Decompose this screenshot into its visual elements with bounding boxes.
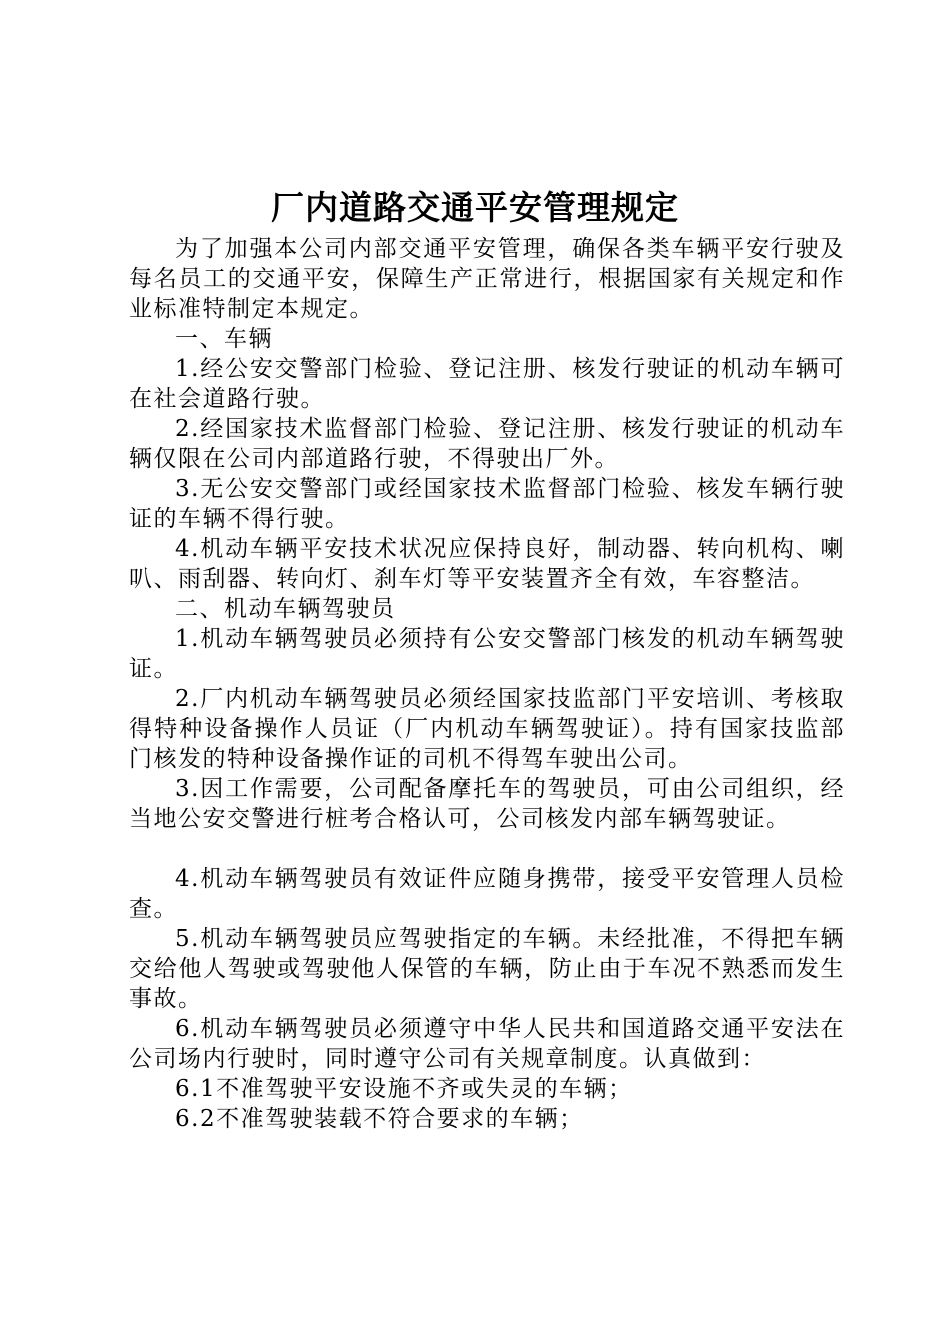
- vehicle-rule-1: 1.经公安交警部门检验、登记注册、核发行驶证的机动车辆可在社会道路行驶。: [129, 356, 845, 412]
- driver-rule-1: 1.机动车辆驾驶员必须持有公安交警部门核发的机动车辆驾驶证。: [129, 626, 845, 682]
- driver-rule-4: 4.机动车辆驾驶员有效证件应随身携带，接受平安管理人员检查。: [129, 866, 845, 922]
- driver-rule-3: 3.因工作需要，公司配备摩托车的驾驶员，可由公司组织，经当地公安交警进行桩考合格认可，公司核发内部车辆驾驶证。: [129, 776, 845, 832]
- intro-paragraph: 为了加强本公司内部交通平安管理，确保各类车辆平安行驶及每名员工的交通平安，保障生产正常进行，根据国家有关规定和作业标准特制定本规定。: [129, 236, 845, 322]
- document-title: 厂内道路交通平安管理规定: [271, 188, 679, 227]
- section-heading-drivers: 二、机动车辆驾驶员: [175, 596, 396, 622]
- vehicle-rule-2: 2.经国家技术监督部门检验、登记注册、核发行驶证的机动车辆仅限在公司内部道路行驶，不得驶出厂外。: [129, 416, 845, 472]
- section-heading-vehicles: 一、车辆: [175, 326, 273, 352]
- driver-rule-6-2: 6.2不准驾驶装载不符合要求的车辆；: [175, 1106, 584, 1132]
- driver-rule-6: 6.机动车辆驾驶员必须遵守中华人民共和国道路交通平安法在公司场内行驶时，同时遵守公司有关规章制度。认真做到：: [129, 1016, 845, 1072]
- driver-rule-6-1: 6.1不准驾驶平安设施不齐或失灵的车辆；: [175, 1076, 633, 1102]
- vehicle-rule-4: 4.机动车辆平安技术状况应保持良好，制动器、转向机构、喇叭、雨刮器、转向灯、刹车灯等平安装置齐全有效，车容整洁。: [129, 536, 845, 592]
- driver-rule-5: 5.机动车辆驾驶员应驾驶指定的车辆。未经批准，不得把车辆交给他人驾驶或驾驶他人保管的车辆，防止由于车况不熟悉而发生事故。: [129, 926, 845, 1012]
- vehicle-rule-3: 3.无公安交警部门或经国家技术监督部门检验、核发车辆行驶证的车辆不得行驶。: [129, 476, 845, 532]
- document-body: [129, 234, 845, 1134]
- driver-rule-2: 2.厂内机动车辆驾驶员必须经国家技监部门平安培训、考核取得特种设备操作人员证（厂内机动车辆驾驶证）。持有国家技监部门核发的特种设备操作证的司机不得驾车驶出公司。: [129, 686, 845, 772]
